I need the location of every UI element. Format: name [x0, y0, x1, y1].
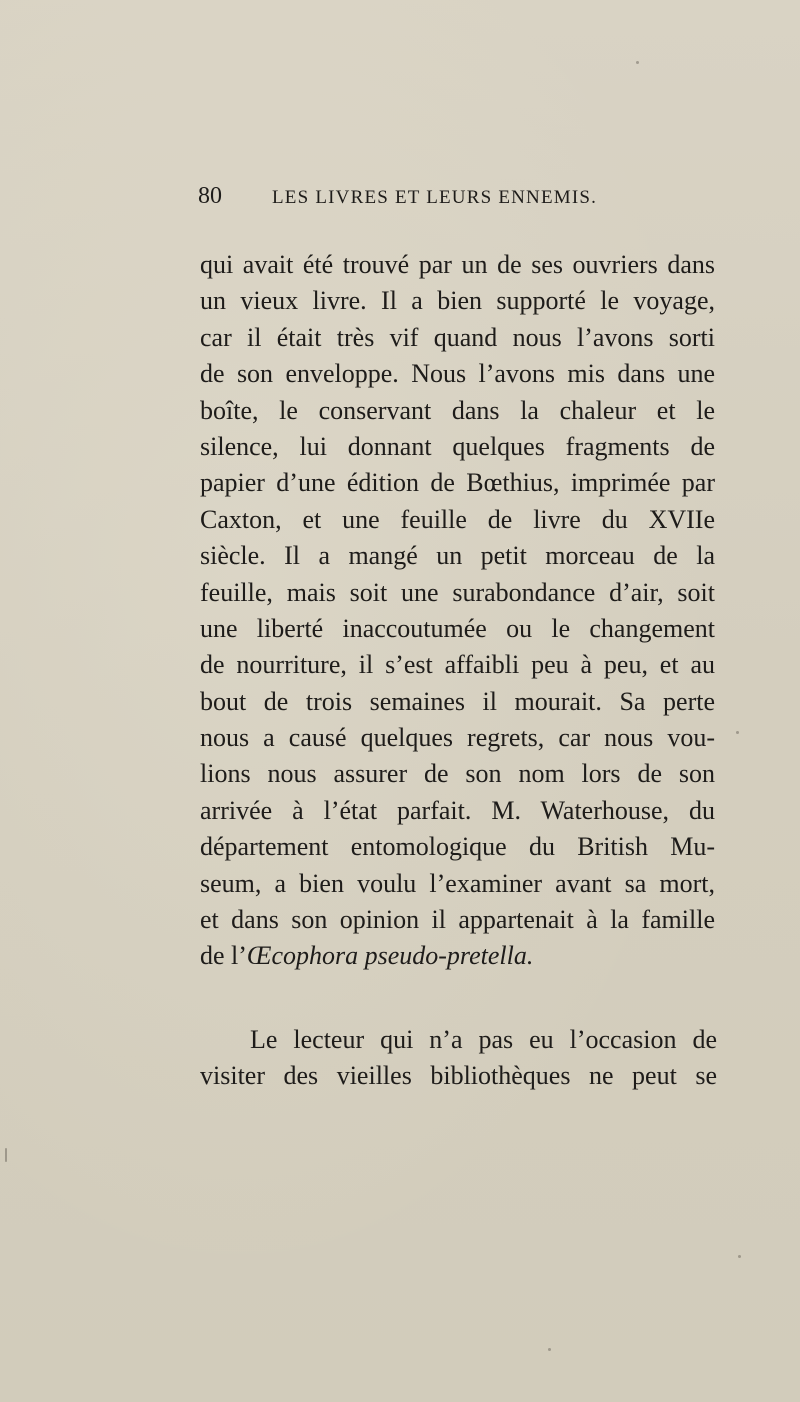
text-line: siècle. Il a mangé un petit morceau de la: [200, 541, 715, 571]
species-name: Œcophora pseudo-pretella.: [246, 941, 534, 971]
paper-speck: [5, 1148, 7, 1162]
text-line: arrivée à l’état parfait. M. Waterhouse, du: [200, 795, 715, 825]
text-line: feuille, mais soit une surabondance d’air, soit: [200, 577, 715, 607]
paper-speck: [636, 61, 639, 64]
paper-speck: [548, 1348, 551, 1351]
text-line-final: [200, 938, 715, 974]
text-line: nous a causé quelques regrets, car nous vou-: [200, 723, 715, 753]
paper-speck: [738, 1255, 741, 1258]
text-line: Caxton, et une feuille de livre du XVIIe: [200, 504, 715, 534]
text-line: département entomologique du British Mu-: [200, 832, 715, 862]
text-line: seum, a bien voulu l’examiner avant sa mort,: [200, 868, 715, 898]
text-line: de nourriture, il s’est affaibli peu à peu, et au: [200, 650, 715, 680]
text-line: silence, lui donnant quelques fragments de: [200, 431, 715, 461]
text-line: qui avait été trouvé par un de ses ouvriers dans: [200, 250, 715, 279]
text-line: papier d’une édition de Bœthius, imprimée par: [200, 468, 715, 498]
text-line: bout de trois semaines il mourait. Sa perte: [200, 686, 715, 716]
page-number: 80: [198, 183, 222, 209]
text-line: Le lecteur qui n’a pas eu l’occasion de: [250, 1025, 717, 1054]
text-line: visiter des vieilles bibliothèques ne peut se: [200, 1061, 717, 1091]
running-head: [198, 183, 718, 219]
text-line: de son enveloppe. Nous l’avons mis dans une: [200, 359, 715, 389]
paper-speck: [736, 731, 739, 734]
text-line: une liberté inaccoutumée ou le changement: [200, 613, 715, 643]
text-line: car il était très vif quand nous l’avons sorti: [200, 322, 715, 352]
paragraph-1: [200, 247, 715, 975]
text-line: boîte, le conservant dans la chaleur et le: [200, 395, 715, 425]
running-title: LES LIVRES ET LEURS ENNEMIS.: [272, 187, 598, 208]
text-line: et dans son opinion il appartenait à la famille: [200, 905, 715, 935]
paragraph-2: [200, 1022, 717, 1095]
line-prefix: de l’: [200, 941, 247, 971]
text-line: lions nous assurer de son nom lors de son: [200, 759, 715, 789]
text-line: un vieux livre. Il a bien supporté le voyage,: [200, 286, 715, 316]
